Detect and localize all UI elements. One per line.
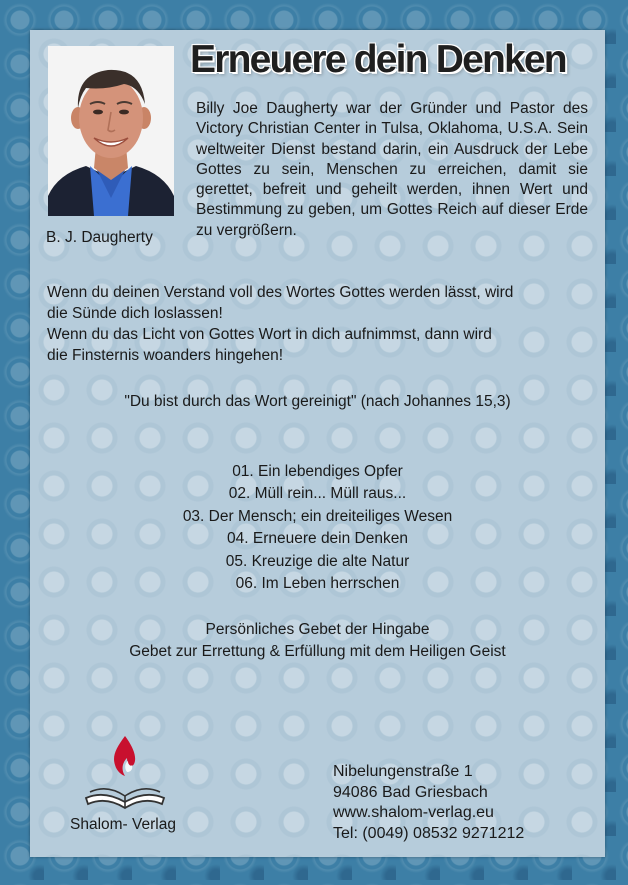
page-title: Erneuere dein Denken: [190, 38, 566, 81]
list-item: 02. Müll rein... Müll raus...: [228, 485, 407, 503]
contents-list: [30, 461, 605, 595]
list-item: Persönliches Gebet der Hingabe: [205, 621, 430, 638]
flame-book-icon: [82, 732, 168, 810]
publisher-phone: Tel: (0049) 08532 9271212: [333, 824, 525, 842]
author-bio: Billy Joe Daugherty war der Gründer und Pastor des Victory Christian Center in Tulsa, Oklahoma, U.S.A. Sein weltweiter Dienst bestand darin, ein Ausdruck der Lebe Gottes zu sein, Menschen zu erreichen, damit sie gerettet, befreit und geheilt werden, ihnen Wert und Bestimmung zu geben, um Gottes Reich auf dieser Erde zu vergrößern.: [196, 100, 588, 239]
paragraph-line: Wenn du das Licht von Gottes Wort in dich aufnimmst, dann wird: [47, 326, 492, 343]
list-item: 03. Der Mensch; ein dreiteiliges Wesen: [182, 507, 453, 525]
paragraph-word: [47, 282, 607, 324]
paragraph-line: Wenn du deinen Verstand voll des Wortes Gottes werden lässt, wird: [47, 284, 514, 301]
list-item: Gebet zur Errettung & Erfüllung mit dem Heiligen Geist: [129, 643, 506, 660]
list-item: 06. Im Leben herrschen: [235, 575, 400, 593]
list-item: 01. Ein lebendiges Opfer: [232, 463, 403, 480]
photo-caption: B. J. Daugherty: [46, 229, 153, 246]
author-photo: [48, 46, 174, 216]
publisher-website-link[interactable]: www.shalom-verlag.eu: [333, 804, 494, 821]
list-item: 05. Kreuzige die alte Natur: [225, 552, 410, 570]
publisher-address: [333, 762, 524, 844]
address-street: Nibelungenstraße 1: [333, 763, 473, 780]
bible-quote: "Du bist durch das Wort gereinigt" (nach Johannes 15,3): [124, 393, 511, 410]
publisher-name: Shalom- Verlag: [70, 816, 176, 833]
address-city: 94086 Bad Griesbach: [333, 783, 488, 801]
paragraph-line: die Sünde dich loslassen!: [47, 305, 223, 322]
author-portrait-image: [48, 46, 174, 216]
list-item: 04. Erneuere dein Denken: [227, 530, 408, 548]
paragraph-line: die Finsternis woanders hingehen!: [47, 347, 284, 364]
prayer-list: [30, 619, 605, 663]
paragraph-light: [47, 324, 607, 366]
